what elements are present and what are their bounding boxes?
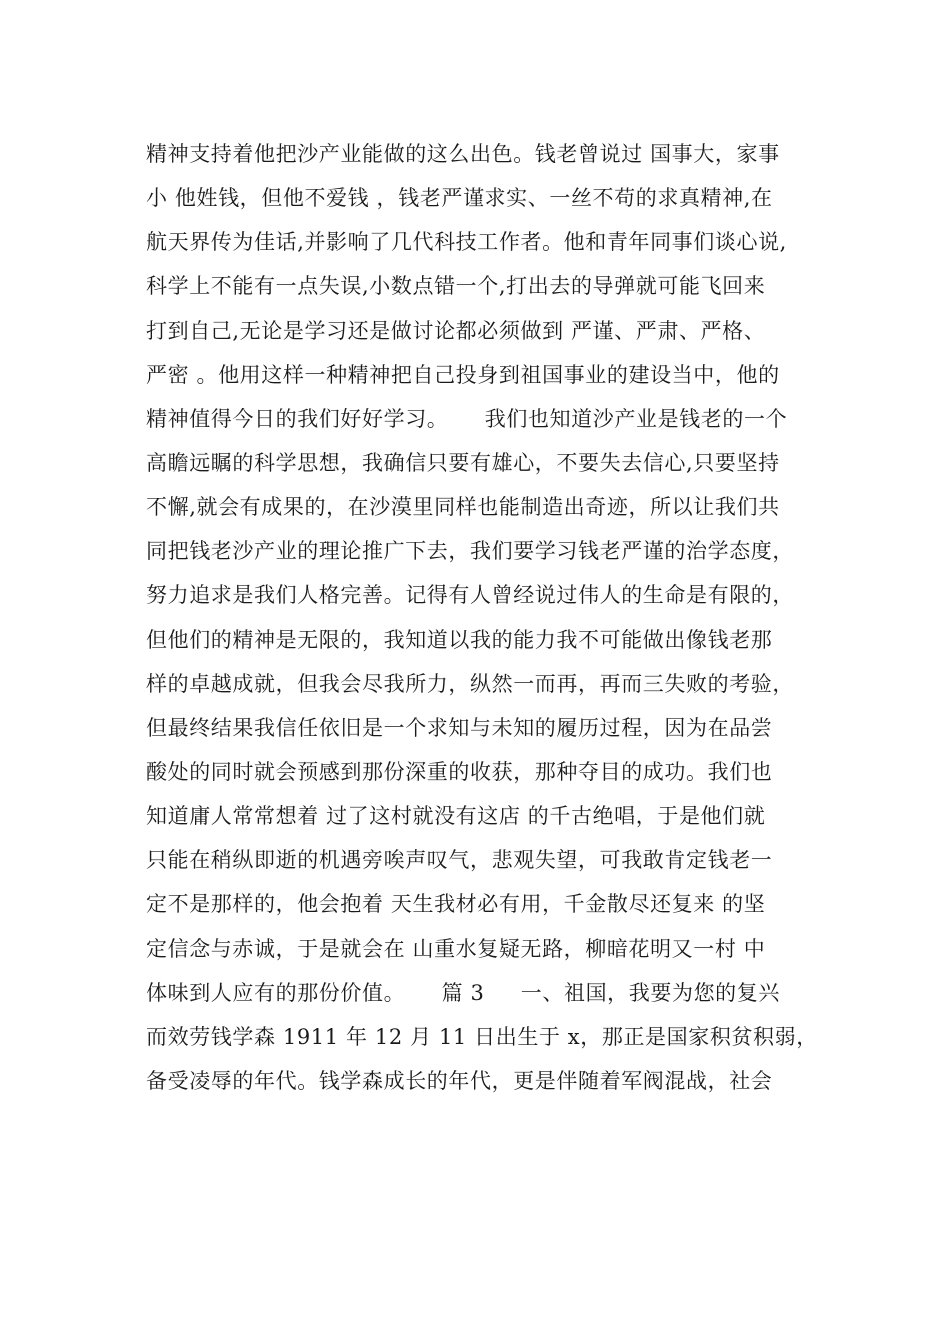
body-text [146, 132, 826, 1103]
text-line: 知道庸人常常想着 过了这村就没有这店 的千古绝唱，于是他们就 [146, 804, 766, 829]
text-line: 不懈,就会有成果的，在沙漠里同样也能制造出奇迹，所以让我们共 [146, 495, 780, 520]
text-line: 小 他姓钱，但他不爱钱 ，钱老严谨求实、一丝不苟的求真精神,在 [146, 186, 773, 211]
text-line: 定不是那样的，他会抱着 天生我材必有用，千金散尽还复来 的坚 [146, 892, 766, 917]
text-line: 样的卓越成就，但我会尽我所力，纵然一而再，再而三失败的考验， [146, 671, 794, 696]
text-line: 只能在稍纵即逝的机遇旁唉声叹气，悲观失望，可我敢肯定钱老一 [146, 848, 773, 873]
text-line: 酸处的同时就会预感到那份深重的收获，那种夺目的成功。我们也 [146, 759, 773, 784]
text-line: 努力追求是我们人格完善。记得有人曾经说过伟人的生命是有限的， [146, 583, 794, 608]
text-line: 高瞻远瞩的科学思想，我确信只要有雄心，不要失去信心,只要坚持 [146, 450, 780, 475]
text-line: 打到自己,无论是学习还是做讨论都必须做到 严谨、严肃、严格、 [146, 318, 766, 343]
text-line: 体味到人应有的那份价值。 篇 3 一、祖国，我要为您的复兴 [146, 980, 780, 1005]
text-line: 但最终结果我信任依旧是一个求知与未知的履历过程，因为在品尝 [146, 715, 773, 740]
text-line: 备受凌辱的年代。钱学森成长的年代，更是伴随着军阀混战，社会 [146, 1068, 773, 1093]
text-line: 同把钱老沙产业的理论推广下去，我们要学习钱老严谨的治学态度， [146, 539, 794, 564]
text-line: 科学上不能有一点失误,小数点错一个,打出去的导弹就可能飞回来 [146, 274, 766, 299]
text-line: 航天界传为佳话,并影响了几代科技工作者。他和青年同事们谈心说, [146, 230, 787, 255]
text-line: 但他们的精神是无限的，我知道以我的能力我不可能做出像钱老那 [146, 627, 773, 652]
text-line: 精神支持着他把沙产业能做的这么出色。钱老曾说过 国事大，家事 [146, 142, 780, 166]
text-line: 定信念与赤诚，于是就会在 山重水复疑无路，柳暗花明又一村 中 [146, 936, 766, 961]
text-line: 精神值得今日的我们好好学习。 我们也知道沙产业是钱老的一个 [146, 406, 788, 431]
text-line: 而效劳钱学森 1911 年 12 月 11 日出生于 x，那正是国家积贫积弱， [146, 1024, 818, 1049]
text-line: 严密 。他用这样一种精神把自己投身到祖国事业的建设当中，他的 [146, 362, 780, 387]
